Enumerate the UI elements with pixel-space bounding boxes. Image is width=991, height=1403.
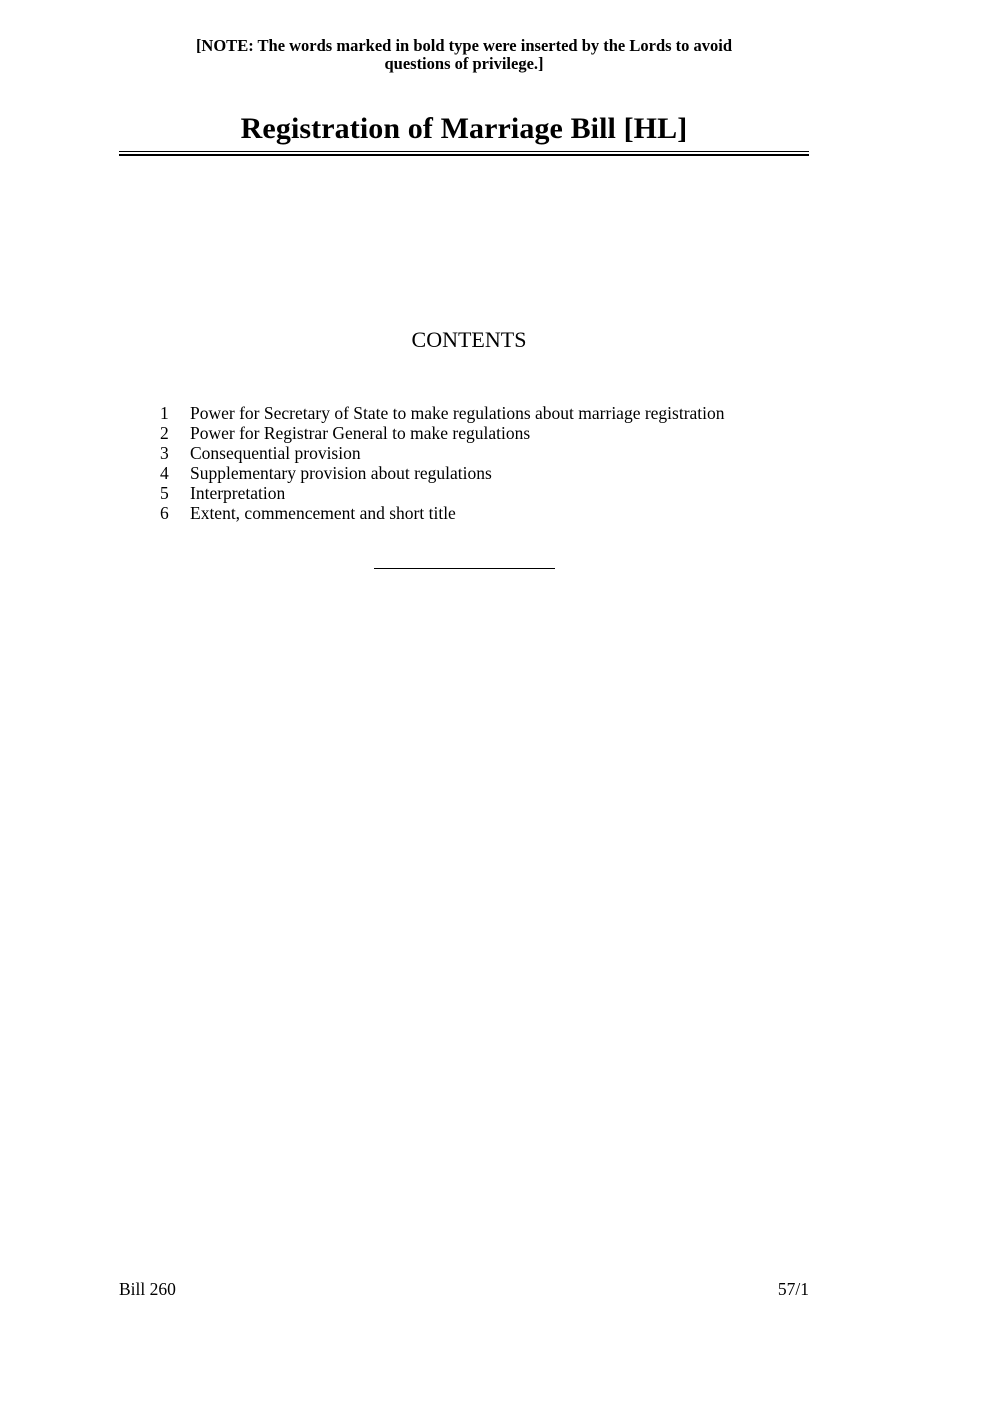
privilege-note: [119, 37, 809, 73]
toc-item-text: Extent, commencement and short title: [190, 503, 456, 523]
toc-item-text: Interpretation: [190, 483, 286, 503]
contents-heading: CONTENTS: [411, 327, 527, 352]
toc-item[interactable]: [155, 403, 725, 423]
toc-item[interactable]: [155, 483, 725, 503]
toc-item[interactable]: [155, 443, 725, 463]
contents-end-rule: [374, 568, 555, 569]
toc-item[interactable]: [155, 423, 725, 443]
toc-item-text: Consequential provision: [190, 443, 361, 463]
bill-title: Registration of Marriage Bill [HL]: [240, 112, 688, 145]
title-rule-thick: [119, 154, 809, 156]
bill-number: Bill 260: [119, 1279, 176, 1299]
toc-item-number: 2: [160, 423, 169, 443]
toc-item-number: 3: [160, 443, 169, 463]
toc-item-number: 4: [160, 463, 169, 483]
toc-item-text: Supplementary provision about regulations: [190, 463, 492, 483]
toc-item-text: Power for Registrar General to make regulations: [190, 423, 531, 443]
privilege-note-line-2: questions of privilege.]: [384, 54, 544, 73]
table-of-contents: [155, 403, 725, 523]
toc-item[interactable]: [155, 463, 725, 483]
toc-item-number: 5: [160, 483, 169, 503]
session-reference: 57/1: [777, 1279, 809, 1299]
title-rule-thin: [119, 151, 809, 152]
toc-item-number: 6: [160, 503, 169, 523]
privilege-note-line-1: [NOTE: The words marked in bold type were inserted by the Lords to avoid: [195, 36, 733, 55]
toc-item-number: 1: [160, 403, 169, 423]
toc-item[interactable]: [155, 503, 725, 523]
toc-item-text: Power for Secretary of State to make regulations about marriage registration: [190, 403, 725, 423]
